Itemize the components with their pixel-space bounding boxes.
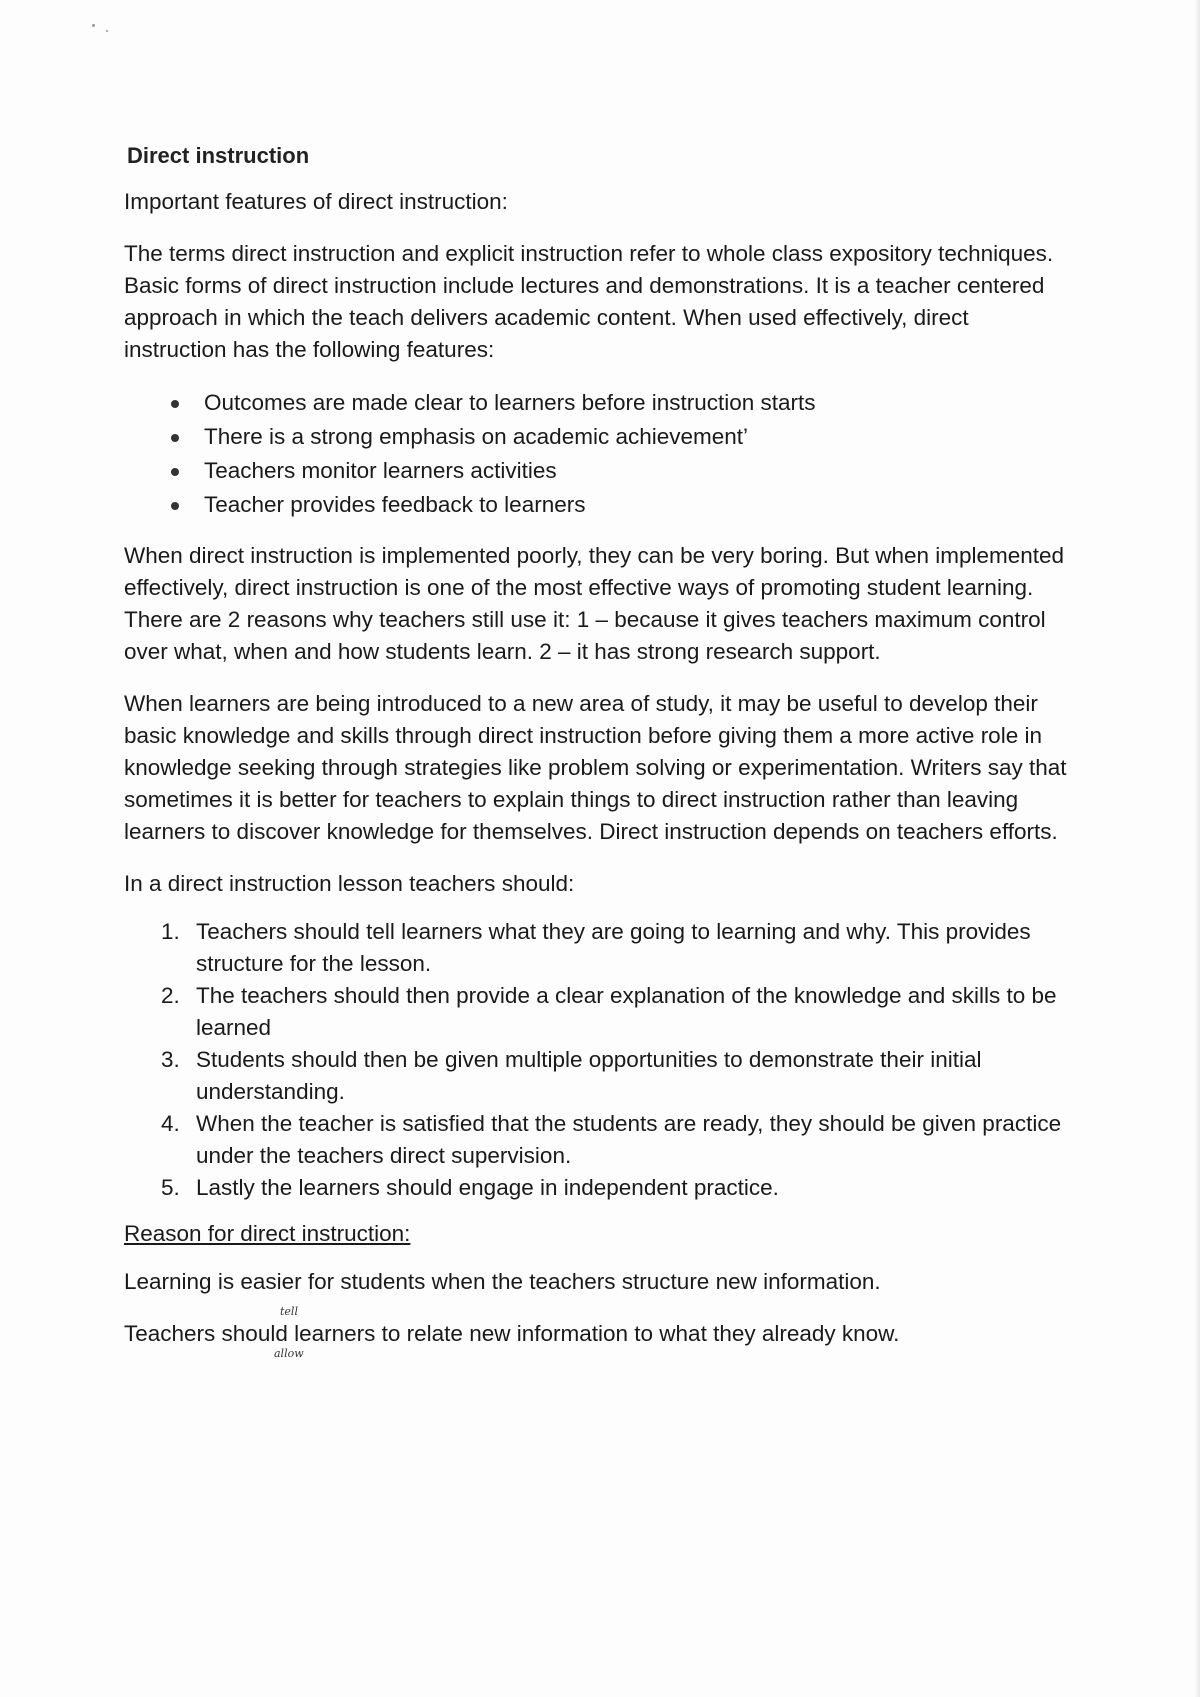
step-number: 3. bbox=[161, 1047, 180, 1072]
list-item bbox=[124, 916, 1074, 980]
features-list bbox=[124, 386, 1074, 522]
list-item: There is a strong emphasis on academic achievement’ bbox=[124, 420, 1074, 454]
step-text: When the teacher is satisfied that the students are ready, they should be given practice under the teachers direct supervision. bbox=[196, 1111, 1062, 1168]
paragraph-reasons-used: When direct instruction is implemented poorly, they can be very boring. But when implemented effectively, direct instruction is one of the most effective ways of promoting student learning. There are 2 reasons why teachers still use it: 1 – because it gives teachers maximum control over what, when and how students learn. 2 – it has strong research support. bbox=[124, 543, 1065, 664]
paragraph-new-area: When learners are being introduced to a new area of study, it may be useful to develop their basic knowledge and skills through direct instruction before giving them a more active role in knowledge seeking through strategies like problem solving or experimentation. Writers say that sometimes it is better for teachers to explain things to direct instruction rather than leaving learners to discover knowledge for themselves. Direct instruction depends on teachers efforts. bbox=[124, 691, 1067, 844]
list-item: Teacher provides feedback to learners bbox=[124, 488, 1074, 522]
step-number: 4. bbox=[161, 1111, 180, 1136]
scan-edge-shadow bbox=[1194, 0, 1200, 1697]
reason-line-1: Learning is easier for students when the teachers structure new information. bbox=[124, 1269, 881, 1294]
step-number: 5. bbox=[161, 1175, 180, 1200]
list-item bbox=[124, 1044, 1074, 1108]
reason-line-2: Teachers should learners to relate new information to what they already know. bbox=[124, 1321, 900, 1346]
list-item: Teachers monitor learners activities bbox=[124, 454, 1074, 488]
step-number: 2. bbox=[161, 983, 180, 1008]
scan-speck bbox=[92, 24, 95, 27]
document-subtitle: Important features of direct instruction: bbox=[124, 189, 508, 214]
list-item bbox=[124, 980, 1074, 1044]
list-item: Outcomes are made clear to learners before instruction starts bbox=[124, 386, 1074, 420]
intro-paragraph: The terms direct instruction and explicit instruction refer to whole class expository techniques. Basic forms of direct instruction include lectures and demonstrations. It is a teacher centered approach in which the teach delivers academic content. When used effectively, direct instruction has the following features: bbox=[124, 241, 1054, 362]
lesson-intro: In a direct instruction lesson teachers should: bbox=[124, 871, 575, 896]
document-title: Direct instruction bbox=[127, 143, 310, 168]
step-number: 1. bbox=[161, 919, 180, 944]
reason-heading: Reason for direct instruction: bbox=[124, 1221, 411, 1246]
list-item bbox=[124, 1108, 1074, 1172]
step-text: Teachers should tell learners what they are going to learning and why. This provides structure for the lesson. bbox=[196, 919, 1031, 976]
scan-speck bbox=[106, 30, 108, 32]
lesson-steps-list bbox=[124, 916, 1074, 1204]
reason-line-2-wrapper bbox=[124, 1305, 1074, 1360]
step-text: The teachers should then provide a clear explanation of the knowledge and skills to be learned bbox=[196, 983, 1057, 1040]
document-body bbox=[124, 140, 1074, 1360]
list-item bbox=[124, 1172, 1074, 1204]
handwritten-note-below: allow bbox=[274, 1347, 304, 1360]
step-text: Lastly the learners should engage in independent practice. bbox=[196, 1175, 779, 1200]
handwritten-note-above: tell bbox=[280, 1305, 298, 1318]
step-text: Students should then be given multiple opportunities to demonstrate their initial understanding. bbox=[196, 1047, 982, 1104]
